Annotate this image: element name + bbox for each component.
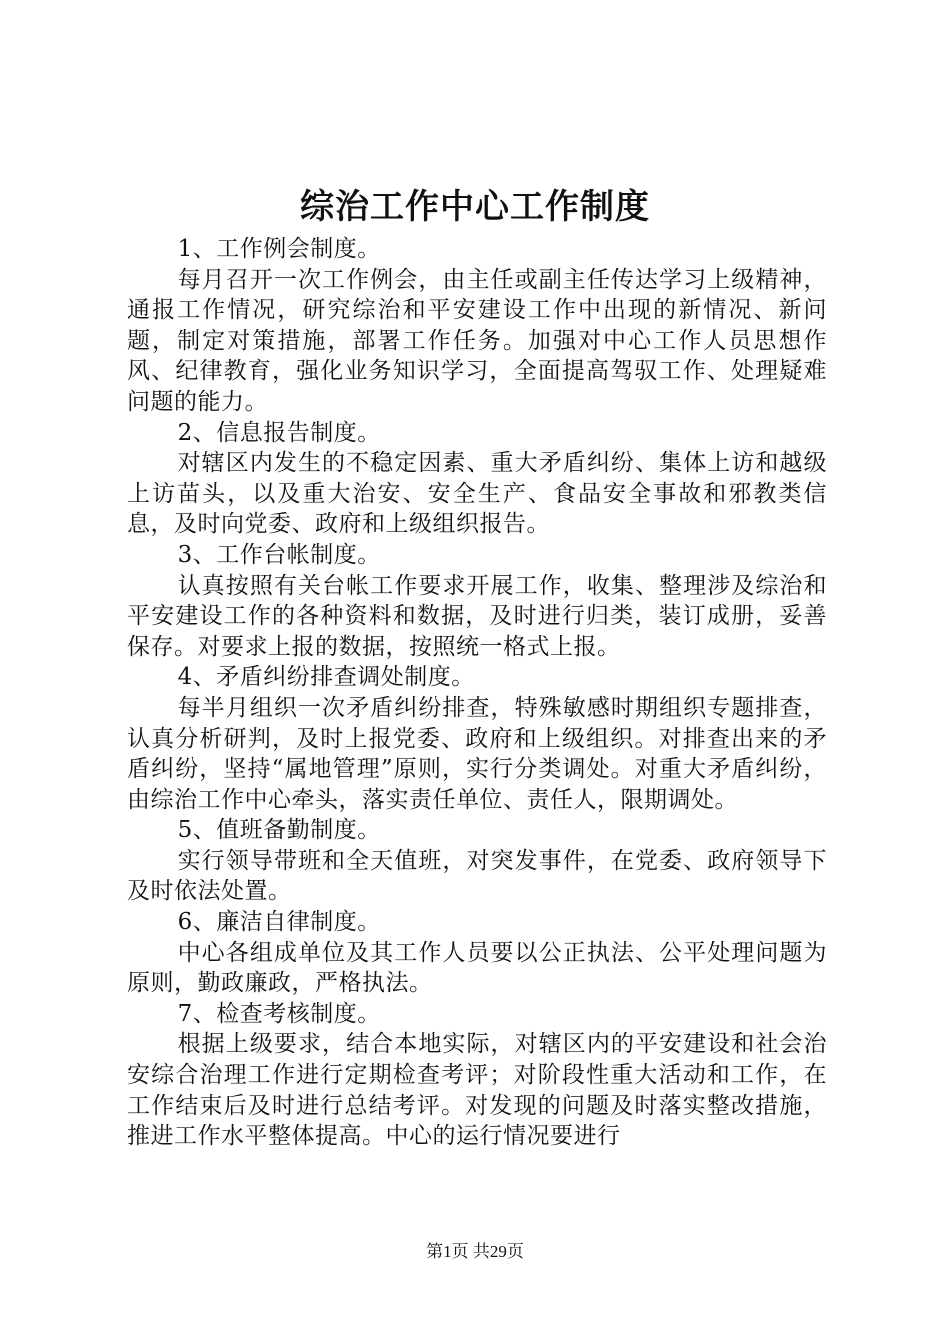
section-paragraph-5: 实行领导带班和全天值班，对突发事件，在党委、政府领导下及时依法处置。 — [127, 847, 827, 905]
section-heading-1: 1、工作例会制度。 — [177, 236, 381, 262]
section-heading-5: 5、值班备勤制度。 — [177, 817, 381, 844]
section-paragraph-1: 每月召开一次工作例会，由主任或副主任传达学习上级精神，通报工作情况，研究综治和平安建设工作中出现的新情况、新问题，制定对策措施，部署工作任务。加强对中心工作人员思想作风、纪律教育，强化业务知识学习，全面提高驾驭工作、处理疑难问题的能力。 — [127, 266, 827, 415]
section-paragraph-4: 每半月组织一次矛盾纠纷排查，特殊敏感时期组织专题排查，认真分析研判，及时上报党委、政府和上级组织。对排查出来的矛盾纠纷，坚持“属地管理”原则，实行分类调处。对重大矛盾纠纷，由综治工作中心牵头，落实责任单位、责任人，限期调处。 — [127, 694, 827, 813]
document-title: 综治工作中心工作制度 — [300, 187, 650, 227]
page-number-footer: 第1页 共29页 — [426, 1242, 524, 1261]
document-body — [127, 234, 827, 1152]
section-heading-2: 2、信息报告制度。 — [177, 419, 381, 446]
section-heading-4: 4、矛盾纠纷排查调处制度。 — [177, 664, 475, 691]
section-paragraph-6: 中心各组成单位及其工作人员要以公正执法、公平处理问题为原则，勤政廉政，严格执法。 — [127, 939, 827, 997]
section-paragraph-3: 认真按照有关台帐工作要求开展工作，收集、整理涉及综治和平安建设工作的各种资料和数据，及时进行归类，装订成册，妥善保存。对要求上报的数据，按照统一格式上报。 — [127, 572, 827, 660]
section-heading-6: 6、廉洁自律制度。 — [177, 909, 381, 936]
section-heading-7: 7、检查考核制度。 — [177, 1000, 381, 1027]
section-paragraph-2: 对辖区内发生的不稳定因素、重大矛盾纠纷、集体上访和越级上访苗头，以及重大治安、安全生产、食品安全事故和邪教类信息，及时向党委、政府和上级组织报告。 — [127, 450, 827, 538]
section-heading-3: 3、工作台帐制度。 — [177, 541, 381, 568]
section-paragraph-7: 根据上级要求，结合本地实际，对辖区内的平安建设和社会治安综合治理工作进行定期检查考评；对阶段性重大活动和工作，在工作结束后及时进行总结考评。对发现的问题及时落实整改措施，推进工作水平整体提高。中心的运行情况要进行 — [127, 1031, 827, 1150]
